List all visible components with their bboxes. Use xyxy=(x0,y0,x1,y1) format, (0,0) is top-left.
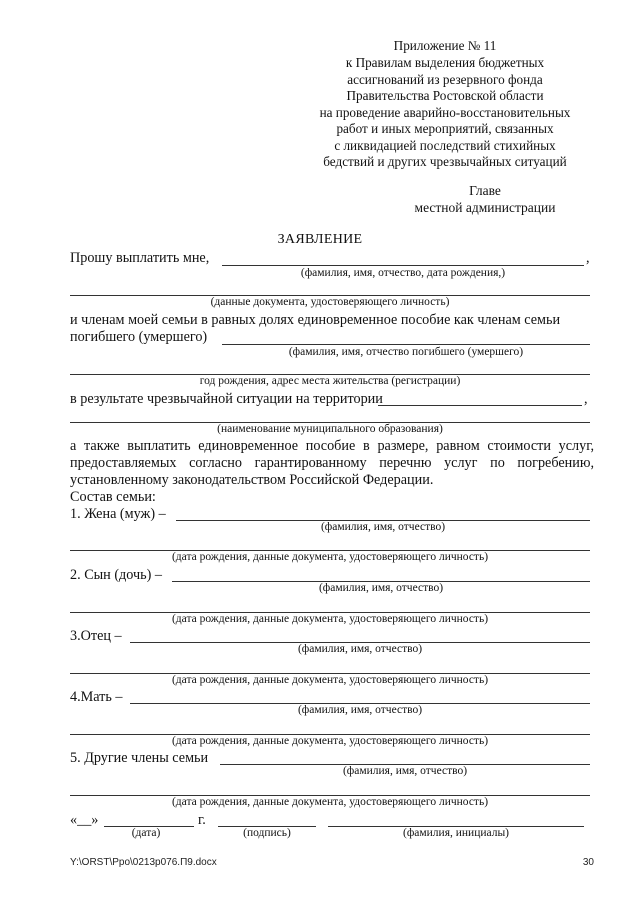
applicant-name-field[interactable] xyxy=(222,265,584,266)
family-heading: Состав семьи: xyxy=(70,489,156,505)
caption-deceased-birth: год рождения, адрес места жительства (регистрации) xyxy=(199,375,461,387)
burial-text-line: а также выплатить единовременное пособие в размере, равном стоимости услуг, xyxy=(70,438,594,454)
header-line: Правительства Ростовской области xyxy=(346,88,544,103)
deceased-label: погибшего (умершего) xyxy=(70,329,208,345)
member-label: 5. Другие члены семьи xyxy=(70,750,209,766)
file-path: Y:\ORST\Ppo\0213p076.П9.docx xyxy=(70,857,217,868)
caption-member-name: (фамилия, имя, отчество) xyxy=(297,704,423,716)
caption-signer-name: (фамилия, инициалы) xyxy=(402,827,510,839)
caption-member-doc: (дата рождения, данные документа, удостоверяющего личность) xyxy=(171,613,489,625)
caption-applicant-doc: (данные документа, удостоверяющего личность) xyxy=(210,296,450,308)
member-label: 1. Жена (муж) – xyxy=(70,506,166,522)
caption-applicant: (фамилия, имя, отчество, дата рождения,) xyxy=(300,267,506,279)
addressee-title: Главе xyxy=(469,183,501,198)
caption-member-name: (фамилия, имя, отчество) xyxy=(297,643,423,655)
page-number: 30 xyxy=(582,857,594,868)
header-line: бедствий и других чрезвычайных ситуаций xyxy=(323,154,567,169)
comma: , xyxy=(584,391,588,407)
header-line: на проведение аварийно-восстановительных xyxy=(319,104,571,120)
burial-text-line: установленному законодательством Российской Федерации. xyxy=(70,472,434,488)
header-line: с ликвидацией последствий стихийных xyxy=(334,137,556,153)
burial-text-line: предоставляемых согласно гарантированному перечню услуг по погребению, xyxy=(70,455,594,471)
date-day-marker: «__» xyxy=(70,812,99,828)
header-line: ассигнований из резервного фонда xyxy=(347,71,543,87)
caption-signature: (подпись) xyxy=(243,827,291,839)
member-label: 4.Мать – xyxy=(70,689,123,705)
document-title: ЗАЯВЛЕНИЕ xyxy=(277,232,363,247)
addressee-org: местной администрации xyxy=(414,200,556,215)
member-label: 3.Отец – xyxy=(70,628,122,644)
header-line: работ и иных мероприятий, связанных xyxy=(336,121,554,136)
caption-member-doc: (дата рождения, данные документа, удостоверяющего личность) xyxy=(171,735,489,747)
caption-member-doc: (дата рождения, данные документа, удостоверяющего личность) xyxy=(171,674,489,686)
family-text-line: и членам моей семьи в равных долях единовременное пособие как членам семьи xyxy=(70,312,561,328)
request-label: Прошу выплатить мне, xyxy=(70,250,210,266)
comma: , xyxy=(586,250,590,266)
deceased-name-field[interactable] xyxy=(222,344,590,345)
caption-municipality: (наименование муниципального образования) xyxy=(217,423,443,435)
caption-deceased: (фамилия, имя, отчество погибшего (умершего) xyxy=(288,346,524,358)
caption-date: (дата) xyxy=(131,827,161,839)
member-label: 2. Сын (дочь) – xyxy=(70,567,162,583)
caption-member-name: (фамилия, имя, отчество) xyxy=(342,765,468,777)
year-suffix: г. xyxy=(198,812,206,828)
caption-member-name: (фамилия, имя, отчество) xyxy=(320,521,446,533)
territory-field[interactable] xyxy=(378,405,582,406)
appendix-number: Приложение № 11 xyxy=(393,38,497,53)
caption-member-doc: (дата рождения, данные документа, удостоверяющего личность) xyxy=(171,551,489,563)
caption-member-name: (фамилия, имя, отчество) xyxy=(318,582,444,594)
header-line: к Правилам выделения бюджетных xyxy=(345,55,545,70)
emergency-label: в результате чрезвычайной ситуации на территории xyxy=(70,391,383,407)
caption-member-doc: (дата рождения, данные документа, удостоверяющего личность) xyxy=(171,796,489,808)
